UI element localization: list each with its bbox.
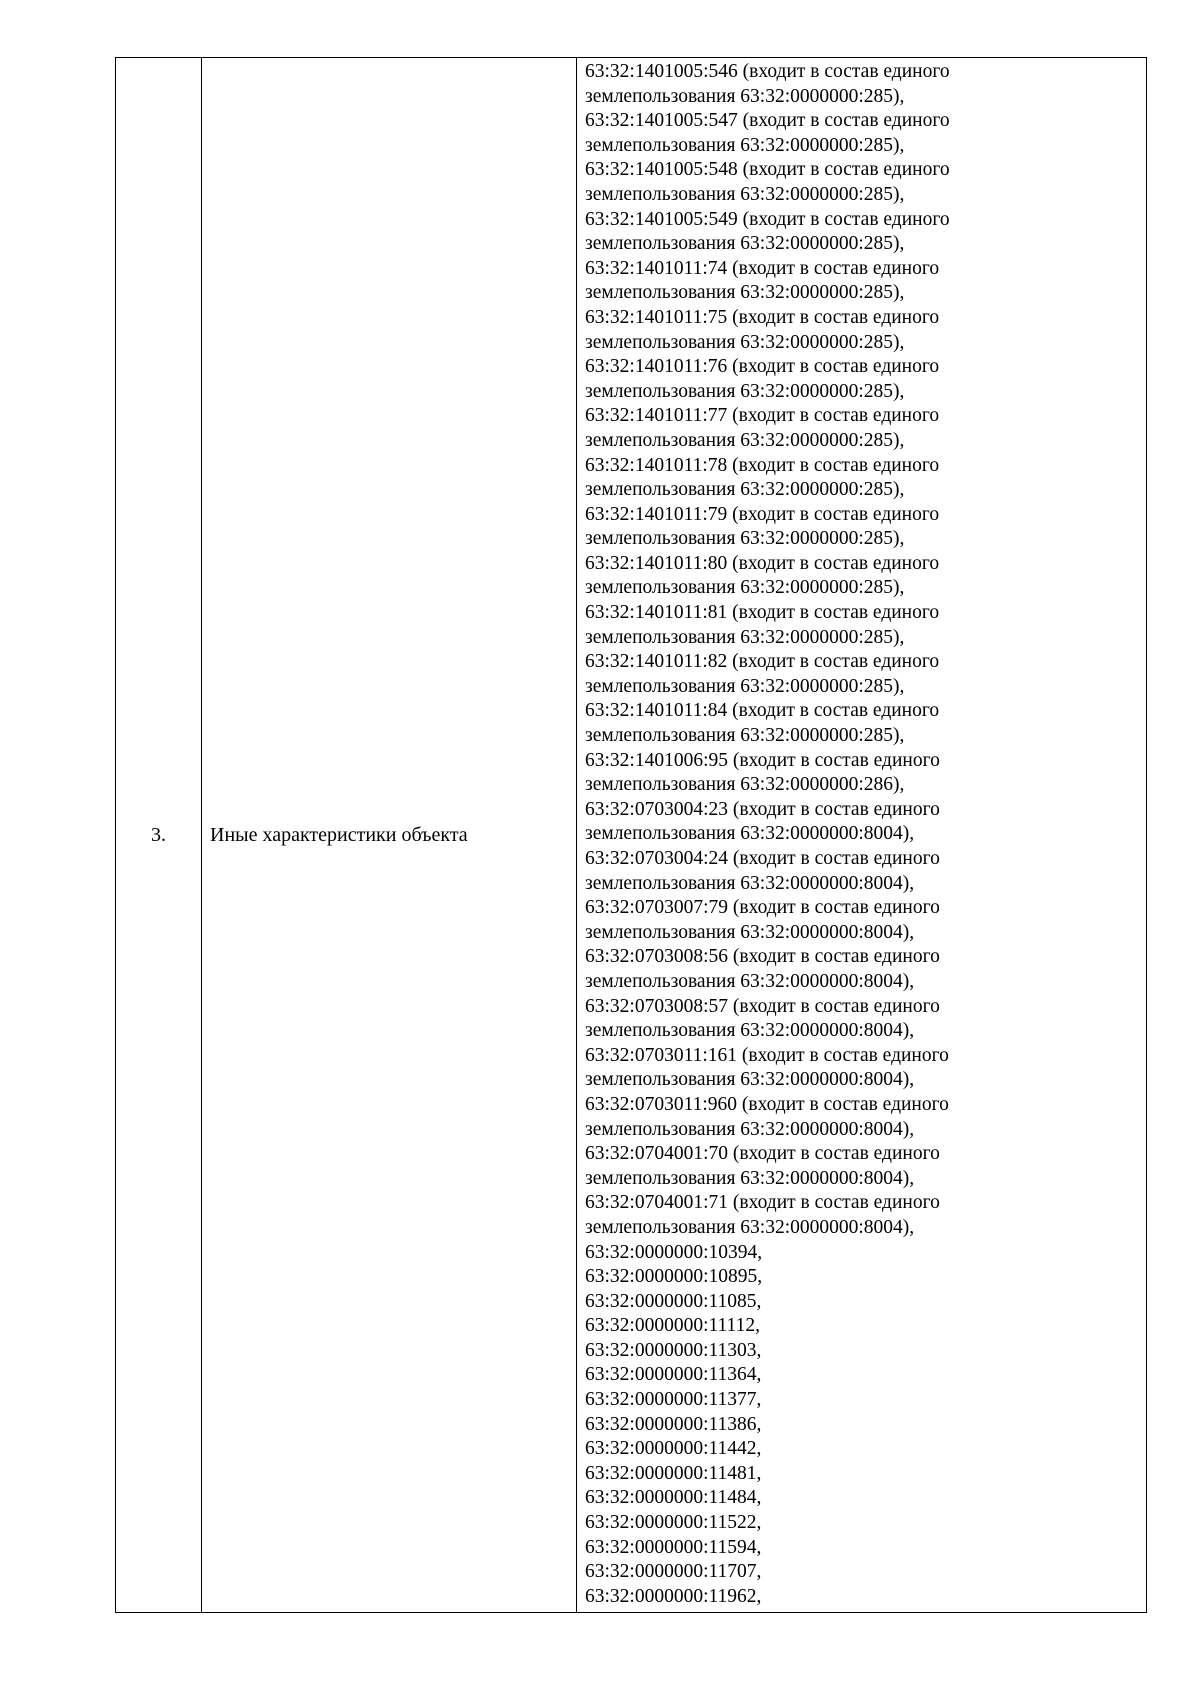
list-item: землепользования 63:32:0000000:285), <box>585 282 905 304</box>
list-item: землепользования 63:32:0000000:8004), <box>585 1069 915 1091</box>
row-number: 3. <box>116 58 202 1613</box>
list-item: землепользования 63:32:0000000:8004), <box>585 970 915 992</box>
list-item: 63:32:0703008:57 (входит в состав единого <box>585 995 940 1017</box>
cadastral-number-list <box>585 60 1146 1609</box>
list-item: землепользования 63:32:0000000:8004), <box>585 1118 915 1140</box>
list-item: 63:32:0703011:161 (входит в состав единого <box>585 1044 949 1066</box>
list-item: 63:32:0000000:11522, <box>585 1512 762 1534</box>
table-row <box>116 58 1147 1613</box>
list-item: землепользования 63:32:0000000:8004), <box>585 921 915 943</box>
list-item: 63:32:0000000:11303, <box>585 1339 762 1361</box>
row-value-cell <box>577 58 1147 1613</box>
list-item: землепользования 63:32:0000000:285), <box>585 380 905 402</box>
list-item: 63:32:1401011:79 (входит в состав единого <box>585 503 940 525</box>
list-item: землепользования 63:32:0000000:285), <box>585 725 905 747</box>
list-item: землепользования 63:32:0000000:285), <box>585 331 905 353</box>
list-item: землепользования 63:32:0000000:285), <box>585 85 905 107</box>
list-item: 63:32:1401011:81 (входит в состав единого <box>585 602 940 624</box>
list-item: землепользования 63:32:0000000:8004), <box>585 872 915 894</box>
list-item: землепользования 63:32:0000000:285), <box>585 675 905 697</box>
list-item: землепользования 63:32:0000000:285), <box>585 626 905 648</box>
list-item: 63:32:0000000:10394, <box>585 1241 763 1263</box>
list-item: 63:32:0000000:11085, <box>585 1290 762 1312</box>
list-item: 63:32:0000000:11481, <box>585 1462 762 1484</box>
list-item: 63:32:1401005:549 (входит в состав единого <box>585 208 950 230</box>
list-item: 63:32:0000000:11112, <box>585 1315 760 1337</box>
list-item: 63:32:1401005:548 (входит в состав единого <box>585 159 950 181</box>
list-item: 63:32:0703008:56 (входит в состав единого <box>585 946 940 968</box>
list-item: 63:32:0703011:960 (входит в состав единого <box>585 1093 949 1115</box>
list-item: землепользования 63:32:0000000:285), <box>585 429 905 451</box>
list-item: 63:32:0000000:11484, <box>585 1487 762 1509</box>
list-item: землепользования 63:32:0000000:8004), <box>585 1020 915 1042</box>
list-item: 63:32:0000000:11962, <box>585 1585 762 1607</box>
list-item: 63:32:0000000:10895, <box>585 1266 763 1288</box>
characteristics-table <box>115 57 1147 1613</box>
list-item: 63:32:1401011:78 (входит в состав единого <box>585 454 940 476</box>
list-item: землепользования 63:32:0000000:8004), <box>585 823 915 845</box>
list-item: 63:32:0000000:11442, <box>585 1438 762 1460</box>
list-item: 63:32:1401006:95 (входит в состав единого <box>585 749 940 771</box>
list-item: 63:32:1401011:80 (входит в состав единого <box>585 552 940 574</box>
list-item: землепользования 63:32:0000000:286), <box>585 774 905 796</box>
list-item: 63:32:1401011:84 (входит в состав единого <box>585 700 940 722</box>
list-item: 63:32:0703007:79 (входит в состав единого <box>585 897 940 919</box>
list-item: землепользования 63:32:0000000:8004), <box>585 1216 915 1238</box>
list-item: землепользования 63:32:0000000:285), <box>585 577 905 599</box>
list-item: 63:32:0704001:70 (входит в состав единого <box>585 1143 940 1165</box>
list-item: 63:32:0703004:23 (входит в состав единого <box>585 798 940 820</box>
list-item: 63:32:1401011:75 (входит в состав единого <box>585 306 940 328</box>
list-item: землепользования 63:32:0000000:285), <box>585 479 905 501</box>
list-item: 63:32:1401005:546 (входит в состав единого <box>585 61 950 82</box>
list-item: 63:32:0704001:71 (входит в состав единого <box>585 1192 940 1214</box>
list-item: 63:32:1401011:74 (входит в состав единого <box>585 257 940 279</box>
row-label: Иные характеристики объекта <box>202 58 577 1613</box>
list-item: 63:32:0000000:11707, <box>585 1561 762 1583</box>
list-item: землепользования 63:32:0000000:285), <box>585 528 905 550</box>
list-item: 63:32:1401005:547 (входит в состав единого <box>585 110 950 132</box>
list-item: землепользования 63:32:0000000:8004), <box>585 1167 915 1189</box>
list-item: 63:32:1401011:82 (входит в состав единого <box>585 651 940 673</box>
list-item: 63:32:0703004:24 (входит в состав единого <box>585 848 940 869</box>
list-item: 63:32:1401011:76 (входит в состав единого <box>585 356 940 378</box>
list-item: землепользования 63:32:0000000:285), <box>585 134 905 156</box>
list-item: землепользования 63:32:0000000:285), <box>585 233 905 255</box>
list-item: 63:32:0000000:11594, <box>585 1536 762 1558</box>
list-item: землепользования 63:32:0000000:285), <box>585 183 905 205</box>
list-item: 63:32:1401011:77 (входит в состав единого <box>585 405 940 427</box>
list-item: 63:32:0000000:11377, <box>585 1389 762 1411</box>
list-item: 63:32:0000000:11364, <box>585 1364 762 1386</box>
list-item: 63:32:0000000:11386, <box>585 1413 762 1435</box>
